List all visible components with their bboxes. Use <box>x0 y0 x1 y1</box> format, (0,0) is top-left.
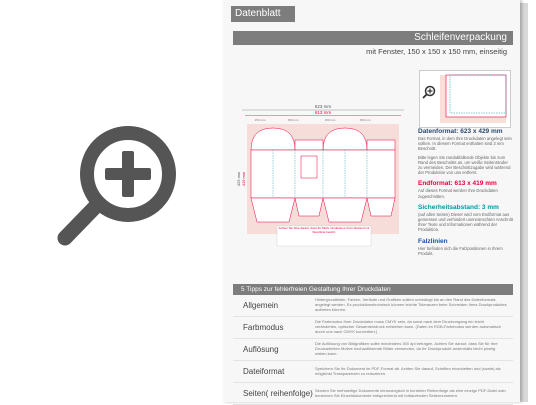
tip-row <box>233 317 513 339</box>
dim-total-width: 623 mm <box>314 104 332 109</box>
tip-row <box>233 361 513 383</box>
legend-datenformat-title: Datenformat: 623 x 429 mm <box>418 128 503 135</box>
format-legend <box>418 127 513 260</box>
legend-datenformat-text2: Bitte legen Sie randabfallende Objekte bis zum Rand des Beschnitts an, um weiße Seitenränder zu vermeiden. Der Beschnittzugabe wird während der Produktion von uns entfernt. <box>418 154 511 176</box>
svg-text:150 mm: 150 mm <box>287 118 299 122</box>
tips-section <box>233 284 513 405</box>
diagram-note: Achten Sie bitte darauf, dass Ihr Motiv mindestens 3mm Abstand zur Stanzlinie besitzt. <box>278 226 370 234</box>
format-preview <box>419 70 511 128</box>
tip-key: Auflösung <box>243 345 279 354</box>
tip-text: Die Farbmodus Ihrer Druckdaten muss CMYK sein, da sonst nach dem Druckvorgang ein leicht verändertes, optischer Gesamteindruck entstehen kann. (Daten im RGB-Farbmodus werden automatisch durch uns nach CMYK konvertiert.) <box>315 319 502 334</box>
zoom-in-icon-small[interactable] <box>422 85 436 99</box>
tip-row <box>233 339 513 361</box>
dim-height-outer: 429 mm <box>236 171 241 187</box>
product-title: Schleifenverpackung <box>233 31 513 45</box>
legend-endformat-title: Endformat: 613 x 419 mm <box>418 180 497 188</box>
format-corner-preview <box>440 75 506 123</box>
dim-height-inner: 419 mm <box>241 171 246 187</box>
tip-row <box>233 295 513 317</box>
legend-falzlinien-title: Falzlinien <box>418 237 448 245</box>
zoom-in-icon[interactable] <box>50 118 185 253</box>
tip-row <box>233 383 513 405</box>
tip-text: Die Auflösung von Bildgrafiken sollte mindestens 300 dpi betragen. Achten Sie darauf, dass Sie für Ihre Druckarbeiten Motive hochauflösende Bilder verwenden, da Ihr Druckprodukt andernfalls leicht pixelig wirken kann. <box>315 341 498 356</box>
product-subtitle: mit Fenster, 150 x 150 x 150 mm, einseitig <box>366 47 507 56</box>
tips-heading: 5 Tipps zur fehlerfreien Gestaltung Ihrer Druckdaten <box>233 284 513 295</box>
legend-datenformat-text: Das Format, in dem Ihre Druckdaten angelegt sein sollten. In diesem Format enthalten sind 3 mm Beschnitt. <box>418 136 512 152</box>
svg-text:150 mm: 150 mm <box>324 118 336 122</box>
legend-sicherheit-title: Sicherheitsabstand: 3 mm <box>418 203 499 211</box>
tip-text: Hintergrundbilder, Farben, Verläufe und Grafiken sollten unbedingt bis an den Rand des Datenformats angelegt werden. Es produktionstechnisch können leichte Toleranzen beim Schneiden Ihres Druckproduktes auftreten können. <box>315 297 507 312</box>
legend-endformat-text: Auf dieses Format werden Ihre Druckdaten zugeschnitten. <box>418 188 498 199</box>
legend-falzlinien-text: Hier befinden sich die Falzpositionen in Ihrem Produkt. <box>418 245 503 256</box>
tip-key: Allgemein <box>243 301 279 310</box>
dieline-diagram <box>237 104 409 254</box>
tip-key: Farbmodus <box>243 323 284 332</box>
dim-end-width: 613 mm <box>314 110 332 115</box>
legend-sicherheit-text: (auf allen Seiten) Dieser wird vom Endformat aus gemessen und verhindert unerwünschten Anschnitt Ihrer Texte und Informationen während der Produktion. <box>418 211 513 233</box>
datasheet-page[interactable] <box>223 0 520 402</box>
datasheet-label: Datenblatt <box>231 6 295 22</box>
tip-key: Seiten( reihenfolge) <box>243 389 313 398</box>
svg-text:150 mm: 150 mm <box>254 118 266 122</box>
tip-text: Speichern Sie Ihr Dokument im PDF-Format ab. Achten Sie darauf, Schriften einzubetten und (sowie) als möglichst Transparenzen zu reduzieren. <box>315 365 501 376</box>
tip-text: Senden Sie mehrseitige Dokumente chronologisch in korrekter Reihenfolge als eine einzige PDF-Datei oder benennen Sie Einzeldokumente entsprechend mit fortlaufenden Seitennummern. <box>315 387 506 398</box>
svg-text:150 mm: 150 mm <box>359 118 371 122</box>
tip-key: Dateiformat <box>243 367 285 376</box>
